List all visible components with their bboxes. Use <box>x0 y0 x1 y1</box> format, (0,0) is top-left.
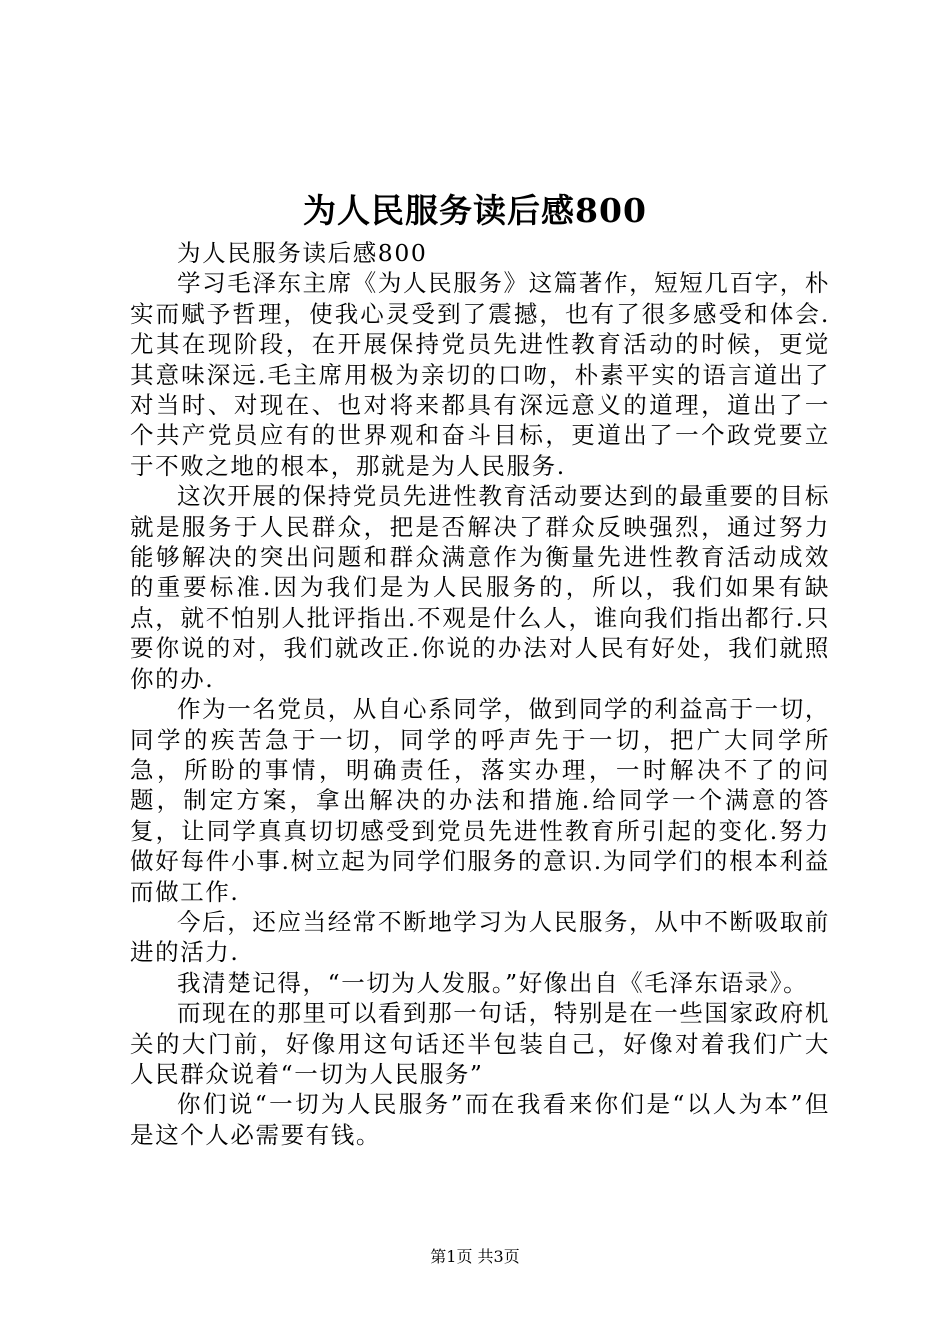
page-title: 为人民服务读后感800 <box>303 191 647 230</box>
paragraph: 这次开展的保持党员先进性教育活动要达到的最重要的目标就是服务于人民群众，把是否解决了群众反映强烈，通过努力能够解决的突出问题和群众满意作为衡量先进性教育活动成效的重要标准.因为我们是为人民服务的，所以，我们如果有缺点，就不怕别人批评指出.不观是什么人，谁向我们指出都行.只要你说的对，我们就改正.你说的办法对人民有好处，我们就照你的办. <box>130 482 830 693</box>
paragraph: 你们说“一切为人民服务”而在我看来你们是“以人为本”但是这个人必需要有钱。 <box>130 1090 830 1149</box>
paragraph: 作为一名党员，从自心系同学，做到同学的利益高于一切，同学的疾苦急于一切，同学的呼声先于一切，把广大同学所急，所盼的事情，明确责任，落实办理，一时解决不了的问题，制定方案，拿出解决的办法和措施.给同学一个满意的答复，让同学真真切切感受到党员先进性教育所引起的变化.努力做好每件小事.树立起为同学们服务的意识.为同学们的根本利益而做工作. <box>130 695 830 906</box>
paragraph: 为人民服务读后感800 <box>177 239 428 267</box>
page-footer: 第1页 共3页 <box>430 1247 520 1266</box>
document-body <box>130 238 830 1150</box>
paragraph: 我清楚记得，“一切为人发服。”好像出自《毛泽东语录》。 <box>177 968 809 997</box>
paragraph: 学习毛泽东主席《为人民服务》这篇著作，短短几百字，朴实而赋予哲理，使我心灵受到了震撼，也有了很多感受和体会.尤其在现阶段，在开展保持党员先进性教育活动的时候，更觉其意味深远.毛主席用极为亲切的口吻，朴素平实的语言道出了对当时、对现在、也对将来都具有深远意义的道理，道出了一个共产党员应有的世界观和奋斗目标，更道出了一个政党要立于不败之地的根本，那就是为人民服务. <box>130 269 830 480</box>
paragraph: 而现在的那里可以看到那一句话，特别是在一些国家政府机关的大门前，好像用这句话还半包装自己，好像对着我们广大人民群众说着“一切为人民服务” <box>130 999 830 1088</box>
paragraph: 今后，还应当经常不断地学习为人民服务，从中不断吸取前进的活力. <box>130 907 830 967</box>
